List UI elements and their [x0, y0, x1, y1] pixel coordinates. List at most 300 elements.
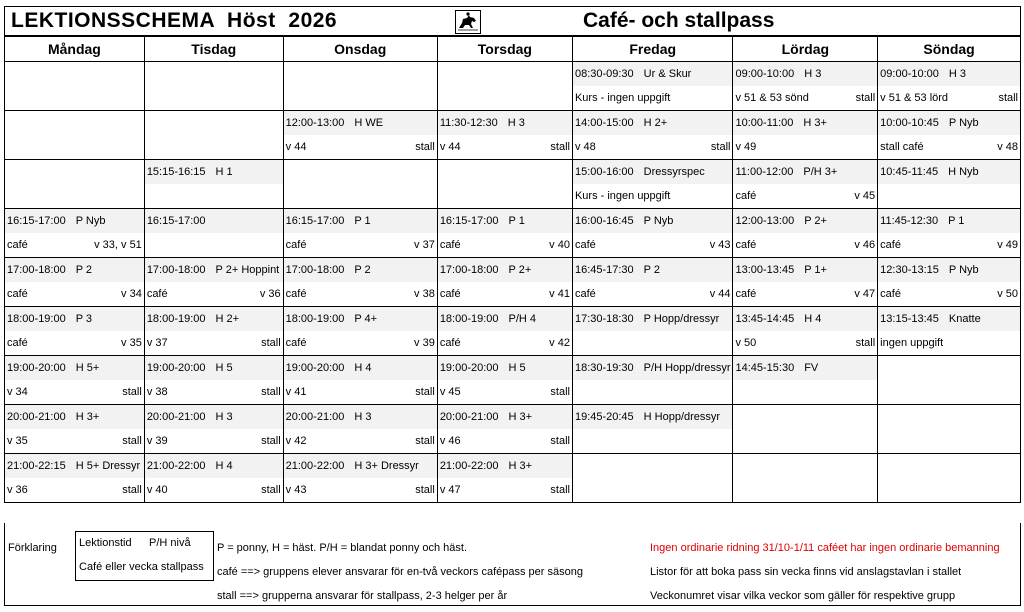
lesson-cell — [733, 454, 878, 479]
lesson-time: 09:00-10:00 — [880, 68, 939, 80]
lesson-cell — [878, 307, 1021, 332]
lesson-time: 19:00-20:00 — [439, 362, 499, 374]
duty-right: v 40 — [549, 239, 570, 251]
lesson-time: 11:45-12:30 — [880, 215, 939, 227]
duty-right: v 49 — [997, 239, 1018, 251]
lesson-cell — [878, 454, 1021, 479]
lesson-cell — [5, 356, 145, 381]
duty-cell — [283, 86, 437, 111]
lesson-time: 20:00-21:00 — [439, 411, 499, 423]
duty-right: stall — [415, 484, 435, 496]
lesson-level: H 3+ — [508, 460, 533, 472]
lesson-time: 18:30-19:30 — [574, 362, 634, 374]
lesson-cell — [437, 356, 572, 381]
duty-right: stall — [550, 141, 570, 153]
lesson-level: P/H 4 — [508, 313, 537, 325]
lesson-cell — [5, 160, 145, 185]
duty-right: v 39 — [414, 337, 435, 349]
lesson-level: P Hopp/dressyr — [643, 313, 720, 325]
duty-right: stall — [122, 386, 142, 398]
duty-left: v 45 — [439, 386, 461, 398]
lesson-time: 21:00-22:15 — [7, 460, 66, 472]
schedule-sheet — [4, 6, 1021, 606]
lesson-cell — [283, 209, 437, 234]
duty-right: stall — [122, 435, 142, 447]
day-header: Måndag — [5, 37, 145, 62]
lesson-cell — [144, 307, 283, 332]
lesson-row — [5, 160, 1021, 185]
duty-left: v 49 — [735, 141, 757, 153]
duty-left: v 41 — [285, 386, 307, 398]
lesson-cell — [878, 209, 1021, 234]
duty-right: stall — [710, 141, 731, 153]
lesson-row — [5, 258, 1021, 283]
duty-left: v 39 — [146, 435, 168, 447]
duty-cell — [283, 282, 437, 307]
duty-right: stall — [415, 141, 435, 153]
duty-cell — [733, 135, 878, 160]
lesson-time: 19:00-20:00 — [285, 362, 345, 374]
duty-right: v 42 — [549, 337, 570, 349]
lesson-time: 18:00-19:00 — [285, 313, 345, 325]
lesson-row — [5, 62, 1021, 87]
duty-cell — [5, 282, 145, 307]
duty-right: stall — [415, 435, 435, 447]
lesson-cell — [283, 160, 437, 185]
page-subtitle: Café- och stallpass — [583, 9, 775, 32]
duty-left: v 44 — [285, 141, 307, 153]
lesson-cell — [878, 405, 1021, 430]
duty-left: café — [7, 288, 28, 300]
lesson-level: H 5 — [508, 362, 526, 374]
duty-cell — [878, 135, 1021, 160]
lesson-level: FV — [804, 362, 819, 374]
lesson-cell — [144, 62, 283, 87]
lesson-time: 18:00-19:00 — [7, 313, 66, 325]
lesson-level: Knatte — [948, 313, 981, 325]
lesson-time: 10:00-11:00 — [735, 117, 794, 129]
duty-cell — [572, 135, 733, 160]
lesson-level: H WE — [354, 117, 384, 129]
lesson-level: H 3+ — [508, 411, 533, 423]
lesson-level: H 4 — [215, 460, 233, 472]
duty-left: café — [146, 288, 168, 300]
duty-left: café — [285, 337, 307, 349]
duty-cell — [878, 86, 1021, 111]
duty-cell — [5, 184, 145, 209]
lesson-cell — [878, 62, 1021, 87]
duty-right: stall — [855, 337, 876, 349]
lesson-time: 11:00-12:00 — [735, 166, 794, 178]
lesson-level: P/H Hopp/dressyr — [643, 362, 731, 374]
duty-left: v 38 — [146, 386, 168, 398]
lesson-cell — [572, 160, 733, 185]
lesson-cell — [733, 307, 878, 332]
lesson-cell — [572, 111, 733, 136]
duty-left: café — [735, 288, 757, 300]
lesson-cell — [733, 258, 878, 283]
duty-row — [5, 86, 1021, 111]
duty-right: v 41 — [549, 288, 570, 300]
duty-right: stall — [415, 386, 435, 398]
day-header: Tisdag — [144, 37, 283, 62]
duty-left: v 36 — [7, 484, 28, 496]
lesson-row — [5, 356, 1021, 381]
duty-cell — [733, 478, 878, 503]
duty-left: café — [735, 190, 757, 202]
lesson-level: H Nyb — [948, 166, 979, 178]
lesson-cell — [437, 405, 572, 430]
lesson-cell — [5, 454, 145, 479]
lesson-cell — [283, 405, 437, 430]
lesson-cell — [283, 111, 437, 136]
lesson-time: 18:00-19:00 — [146, 313, 206, 325]
lesson-level: P Nyb — [948, 264, 979, 276]
lesson-cell — [437, 307, 572, 332]
duty-cell — [437, 135, 572, 160]
duty-cell — [283, 478, 437, 503]
lesson-time: 16:15-17:00 — [7, 215, 66, 227]
duty-left: ingen uppgift — [880, 337, 944, 349]
lesson-time: 13:45-14:45 — [735, 313, 795, 325]
lesson-time: 14:45-15:30 — [735, 362, 795, 374]
duty-left: café — [439, 337, 461, 349]
lesson-time: 21:00-22:00 — [146, 460, 206, 472]
lesson-cell — [437, 160, 572, 185]
lesson-level: H 5+ Dressyr — [75, 460, 141, 472]
lesson-level: H 4 — [804, 313, 822, 325]
duty-right: v 36 — [259, 288, 281, 300]
day-header: Söndag — [878, 37, 1021, 62]
lesson-level: H 2+ — [215, 313, 240, 325]
lesson-time: 12:00-13:00 — [735, 215, 795, 227]
notice-red: Ingen ordinarie ridning 31/10-1/11 caféet har ingen ordinarie bemanning — [650, 542, 1000, 554]
duty-cell — [283, 331, 437, 356]
lesson-level: H 3+ Dressyr — [354, 460, 419, 472]
duty-cell — [733, 380, 878, 405]
duty-row — [5, 282, 1021, 307]
duty-left: café — [285, 239, 307, 251]
duty-cell — [878, 429, 1021, 454]
duty-cell — [437, 331, 572, 356]
duty-cell — [437, 478, 572, 503]
lesson-level: P 1 — [948, 215, 965, 227]
duty-cell — [572, 380, 733, 405]
duty-right: stall — [550, 386, 570, 398]
duty-cell — [572, 86, 733, 111]
lesson-level: P 1+ — [804, 264, 827, 276]
duty-right: stall — [261, 435, 281, 447]
legend — [4, 523, 1021, 606]
legend-box — [75, 531, 214, 581]
lesson-cell — [283, 62, 437, 87]
lesson-level: P 2+ — [508, 264, 532, 276]
duty-left: café — [7, 337, 28, 349]
lesson-level: P 4+ — [354, 313, 378, 325]
page-title: LEKTIONSSCHEMA Höst 2026 — [11, 9, 338, 32]
lesson-time: 18:00-19:00 — [439, 313, 499, 325]
duty-cell — [5, 233, 145, 258]
duty-right: stall — [261, 337, 281, 349]
duty-right: v 43 — [709, 239, 731, 251]
notice: Veckonumret visar vilka veckor som gäller för respektive grupp — [650, 590, 956, 602]
lesson-cell — [144, 160, 283, 185]
lesson-row — [5, 209, 1021, 234]
duty-left: Kurs - ingen uppgift — [574, 190, 671, 202]
duty-right: v 44 — [709, 288, 731, 300]
duty-left: v 44 — [439, 141, 461, 153]
duty-cell — [437, 233, 572, 258]
lesson-cell — [733, 62, 878, 87]
lesson-row — [5, 111, 1021, 136]
duty-left: v 48 — [574, 141, 596, 153]
duty-cell — [144, 184, 283, 209]
duty-right: v 50 — [997, 288, 1018, 300]
duty-left: v 51 & 53 lörd — [880, 92, 949, 104]
lesson-level: P 1 — [508, 215, 525, 227]
duty-left: v 47 — [439, 484, 461, 496]
lesson-cell — [572, 258, 733, 283]
lesson-time: 16:15-17:00 — [439, 215, 499, 227]
lesson-time: 15:15-16:15 — [146, 166, 206, 178]
lesson-level: H 3+ — [803, 117, 827, 129]
duty-cell — [437, 429, 572, 454]
lesson-cell — [144, 405, 283, 430]
lesson-time: 14:00-15:00 — [574, 117, 634, 129]
day-header: Onsdag — [283, 37, 437, 62]
lesson-level: H 3 — [215, 411, 233, 423]
lesson-cell — [283, 307, 437, 332]
lesson-time: 20:00-21:00 — [285, 411, 345, 423]
lesson-time: 21:00-22:00 — [285, 460, 345, 472]
duty-cell — [437, 86, 572, 111]
duty-cell — [437, 282, 572, 307]
duty-row — [5, 233, 1021, 258]
lesson-cell — [5, 405, 145, 430]
lesson-time: 17:30-18:30 — [574, 313, 634, 325]
duty-cell — [878, 282, 1021, 307]
duty-left: café — [285, 288, 307, 300]
lesson-cell — [733, 111, 878, 136]
day-header: Torsdag — [437, 37, 572, 62]
duty-cell — [572, 331, 733, 356]
lesson-level: H 2+ — [643, 117, 668, 129]
lesson-cell — [5, 307, 145, 332]
duty-cell — [437, 184, 572, 209]
lesson-time: 16:45-17:30 — [574, 264, 634, 276]
duty-cell — [283, 233, 437, 258]
title-row — [4, 6, 1021, 36]
duty-left: café — [574, 239, 596, 251]
day-header-row — [5, 37, 1021, 62]
lesson-cell — [572, 356, 733, 381]
lesson-cell — [144, 454, 283, 479]
lesson-time: 08:30-09:30 — [574, 68, 634, 80]
duty-right: v 48 — [997, 141, 1018, 153]
lesson-cell — [878, 111, 1021, 136]
lesson-time: 15:00-16:00 — [574, 166, 634, 178]
duty-right: v 34 — [121, 288, 142, 300]
duty-left: Kurs - ingen uppgift — [574, 92, 671, 104]
lesson-level: H 4 — [354, 362, 372, 374]
duty-cell — [878, 184, 1021, 209]
duty-cell — [5, 478, 145, 503]
duty-cell — [733, 233, 878, 258]
lesson-time: 19:00-20:00 — [146, 362, 206, 374]
duty-right: v 47 — [854, 288, 876, 300]
duty-left: café — [439, 239, 461, 251]
duty-cell — [733, 282, 878, 307]
duty-right: stall — [550, 435, 570, 447]
duty-cell — [144, 282, 283, 307]
duty-left: café — [735, 239, 757, 251]
duty-cell — [283, 380, 437, 405]
duty-cell — [5, 331, 145, 356]
duty-cell — [572, 233, 733, 258]
legend-definition: P = ponny, H = häst. P/H = blandat ponny och häst. — [217, 542, 468, 554]
duty-cell — [5, 429, 145, 454]
lesson-level: Dressyrspec — [643, 166, 705, 178]
lesson-cell — [878, 160, 1021, 185]
lesson-level: P 2+ Hoppint — [215, 264, 280, 276]
duty-cell — [144, 86, 283, 111]
lesson-time: 10:45-11:45 — [880, 166, 939, 178]
duty-cell — [5, 135, 145, 160]
lesson-time: 12:30-13:15 — [880, 264, 939, 276]
lesson-level: H 3 — [804, 68, 822, 80]
duty-cell — [572, 184, 733, 209]
duty-cell — [733, 184, 878, 209]
duty-right: stall — [855, 92, 876, 104]
duty-left: café — [7, 239, 28, 251]
duty-cell — [283, 184, 437, 209]
lesson-level: P 1 — [354, 215, 371, 227]
lesson-cell — [5, 209, 145, 234]
lesson-level: P Nyb — [948, 117, 979, 129]
lesson-level: Ur & Skur — [643, 68, 692, 80]
duty-cell — [5, 380, 145, 405]
duty-cell — [5, 86, 145, 111]
duty-cell — [144, 478, 283, 503]
lesson-time: 13:00-13:45 — [735, 264, 795, 276]
lesson-cell — [144, 258, 283, 283]
schedule-table — [4, 36, 1021, 503]
lesson-cell — [437, 258, 572, 283]
duty-right: v 46 — [854, 239, 876, 251]
lesson-cell — [437, 111, 572, 136]
lesson-time: 20:00-21:00 — [146, 411, 206, 423]
lesson-time: 10:00-10:45 — [880, 117, 939, 129]
lesson-cell — [283, 356, 437, 381]
legend-definition: café ==> gruppens elever ansvarar för en-två veckors cafépass per säsong — [217, 566, 583, 578]
duty-cell — [144, 429, 283, 454]
lesson-level: P/H 3+ — [803, 166, 838, 178]
lesson-time: 19:45-20:45 — [574, 411, 634, 423]
horse-rider-icon — [455, 10, 481, 34]
duty-left: café — [880, 239, 901, 251]
lesson-level: P Nyb — [75, 215, 106, 227]
legend-definition: stall ==> grupperna ansvarar för stallpass, 2-3 helger per år — [217, 590, 508, 602]
duty-row — [5, 380, 1021, 405]
duty-left: stall café — [880, 141, 924, 153]
lesson-level: P 2 — [643, 264, 660, 276]
duty-right: v 45 — [854, 190, 876, 202]
lesson-cell — [144, 111, 283, 136]
duty-left: v 51 & 53 sönd — [735, 92, 809, 104]
lesson-time: 12:00-13:00 — [285, 117, 345, 129]
lesson-cell — [144, 209, 283, 234]
lesson-time: 20:00-21:00 — [7, 411, 66, 423]
duty-row — [5, 184, 1021, 209]
duty-right: v 33, v 51 — [94, 239, 142, 251]
lesson-cell — [5, 111, 145, 136]
lesson-cell — [144, 356, 283, 381]
lesson-row — [5, 405, 1021, 430]
lesson-cell — [733, 405, 878, 430]
duty-cell — [878, 331, 1021, 356]
duty-cell — [733, 86, 878, 111]
lesson-time: 17:00-18:00 — [146, 264, 206, 276]
duty-cell — [572, 478, 733, 503]
lesson-level: P 2+ — [804, 215, 827, 227]
duty-cell — [878, 380, 1021, 405]
duty-left: café — [439, 288, 461, 300]
lesson-cell — [572, 454, 733, 479]
duty-cell — [878, 478, 1021, 503]
lesson-level: P 3 — [75, 313, 93, 325]
duty-left: v 37 — [146, 337, 168, 349]
duty-right: v 35 — [121, 337, 142, 349]
lesson-level: P 2 — [354, 264, 371, 276]
duty-cell — [283, 135, 437, 160]
duty-cell — [733, 429, 878, 454]
lesson-level: H 3 — [948, 68, 967, 80]
lesson-time: 19:00-20:00 — [7, 362, 66, 374]
duty-cell — [733, 331, 878, 356]
notice: Listor för att boka pass sin vecka finns vid anslagstavlan i stallet — [650, 566, 962, 578]
duty-row — [5, 331, 1021, 356]
duty-right: stall — [261, 484, 281, 496]
lesson-cell — [5, 258, 145, 283]
lesson-level: P Nyb — [643, 215, 674, 227]
lesson-cell — [572, 209, 733, 234]
duty-cell — [144, 135, 283, 160]
duty-left: v 46 — [439, 435, 461, 447]
duty-right: v 37 — [414, 239, 435, 251]
duty-cell — [437, 380, 572, 405]
lesson-cell — [572, 405, 733, 430]
legend-box-level: P/H nivå — [149, 537, 191, 549]
lesson-level: H Hopp/dressyr — [643, 411, 721, 423]
lesson-cell — [878, 258, 1021, 283]
lesson-level: H 5 — [215, 362, 233, 374]
duty-cell — [283, 429, 437, 454]
lesson-cell — [572, 307, 733, 332]
lesson-cell — [437, 454, 572, 479]
lesson-time: 11:30-12:30 — [439, 117, 498, 129]
lesson-cell — [878, 356, 1021, 381]
lesson-level: H 3+ — [75, 411, 100, 423]
lesson-time: 16:15-17:00 — [146, 215, 206, 227]
duty-cell — [572, 429, 733, 454]
lesson-time: 09:00-10:00 — [735, 68, 795, 80]
lesson-cell — [572, 62, 733, 87]
lesson-cell — [5, 62, 145, 87]
lesson-time: 16:15-17:00 — [285, 215, 345, 227]
lesson-level: H 5+ — [75, 362, 100, 374]
duty-left: v 34 — [7, 386, 28, 398]
duty-left: café — [880, 288, 901, 300]
